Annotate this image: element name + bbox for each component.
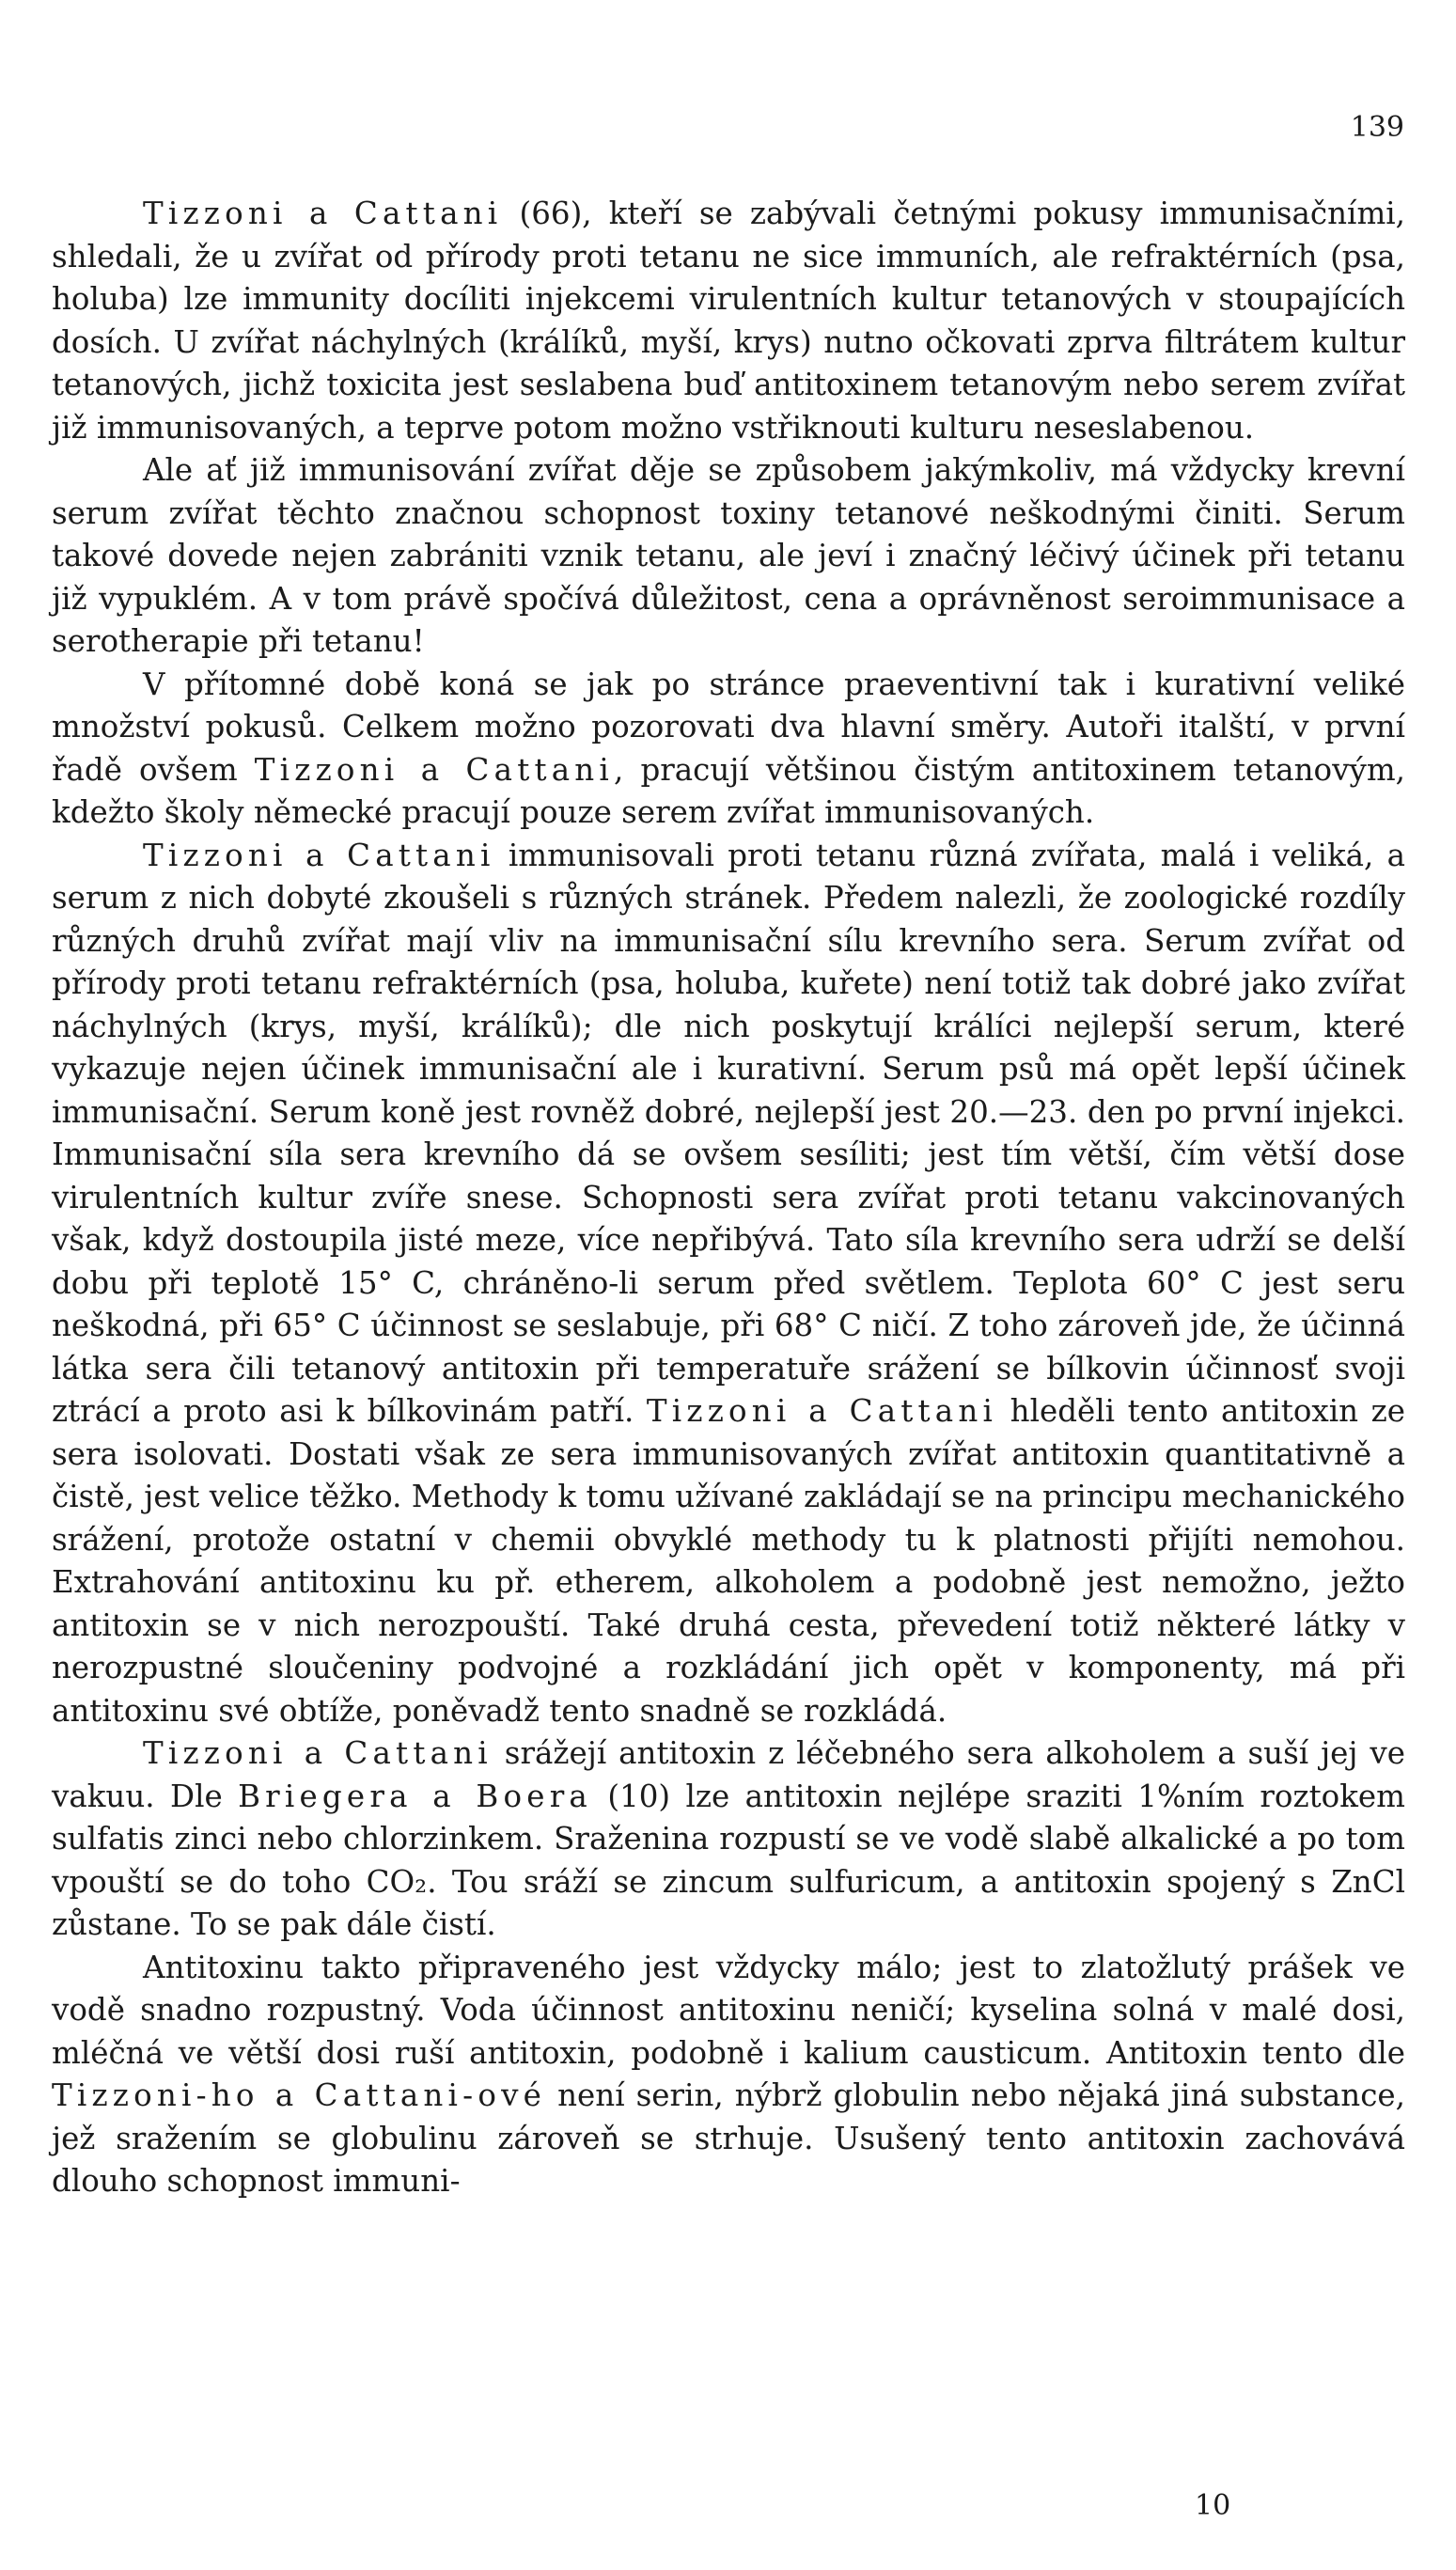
author-name: Briegera a Boera [238,1778,593,1814]
paragraph [52,193,1405,449]
author-name: Tizzoni a Cattani [143,1735,493,1771]
paragraph [52,1947,1405,2203]
text-run: srážejí antitoxin z léčebného sera alkoholem a suší jej ve vakuu. Dle [52,1735,1405,1814]
author-name: Tizzoni-ho a Cattani-ové [52,2077,547,2113]
text-run: není serin, nýbrž globulin nebo nějaká jiná substance, jež sražením se globulinu zároveň se strhuje. Usušený tento antitoxin zachovává dlouho schopnost immuni- [52,2077,1405,2199]
text-run: Antitoxinu takto připraveného jest vždycky málo; jest to zlatožlutý prášek ve vodě snadno rozpustný. Voda účinnost antitoxinu neničí; kyselina solná v malé dosi, mléčná ve větší dosi ruší antitoxin, podobně i kalium causticum. Antitoxin tento dle [52,1949,1405,2071]
author-name: Tizzoni a Cattani [646,1393,998,1429]
paragraph [52,664,1405,835]
body-text [52,193,1405,2203]
author-name: Tizzoni a Cattani [254,751,615,788]
text-run: , pracují většinou čistým antitoxinem tetanovým, kdežto školy německé pracují pouze serem zvířat immunisovaných. [52,751,1405,830]
text-run: hleděli tento antitoxin ze sera isolovati. Dostati však ze sera immunisovaných zvířat antitoxin quantitativně a čistě, jest velice těžko. Methody k tomu užívané zakládají se na principu mechanického srážení, protože ostatní v chemii obvyklé methody tu k platnosti přijíti nemohou. Extrahování antitoxinu ku př. etherem, alkoholem a podobně jest nemožno, ježto antitoxin se v nich nerozpouští. Také druhá cesta, převedení totiž některé látky v nerozpustné sloučeniny podvojné a rozkládání jich opět v komponenty, má při antitoxinu své obtíže, poněvadž tento snadně se rozkládá. [52,1393,1405,1729]
paragraph [52,1732,1405,1947]
author-name: Tizzoni a Cattani [143,196,503,231]
text-run: (10) lze antitoxin nejlépe sraziti 1%ním roztokem sulfatis zinci nebo chlorzinkem. Sraženina rozpustí se ve vodě slabě alkalické a po tom vpouští se do toho CO₂. Tou sráží se zincum sulfuricum, a antitoxin spojený s ZnCl zůstane. To se pak dále čistí. [52,1778,1405,1942]
signature-mark: 10 [1195,2489,1231,2522]
page-number: 139 [1350,111,1404,144]
text-run: immunisovali proti tetanu různá zvířata, malá i veliká, a serum z nich dobyté zkoušeli s různých stránek. Předem nalezli, že zoologické rozdíly různých druhů zvířat mají vliv na immunisační sílu krevního sera. Serum zvířat od přírody proti tetanu refraktérních (psa, holuba, kuřete) není totiž tak dobré jako zvířat náchylných (krys, myší, králíků); dle nich poskytují králíci nejlepší serum, které vykazuje nejen účinek immunisační ale i kurativní. Serum psů má opět lepší účinek immunisační. Serum koně jest rovněž dobré, nejlepší jest 20.—23. den po první injekci. Immunisační síla sera krevního dá se ovšem sesíliti; jest tím větší, čím větší dose virulentních kultur zvíře snese. Schopnosti sera zvířat proti tetanu vakcinovaných však, když dostoupila jisté meze, více nepřibývá. Tato síla krevního sera udrží se delší dobu při teplotě 15° C, chráněno-li serum před světlem. Teplota 60° C jest seru neškodná, při 65° C účinnost se seslabuje, při 68° C ničí. Z toho zároveň jde, že účinná látka sera čili tetanový antitoxin při temperatuře srážení se bílkovin účinnosť svoji ztrácí a proto asi k bílkovinám patří. [52,837,1405,1429]
author-name: Tizzoni a Cattani [143,837,495,873]
text-run: V přítomné době koná se jak po stránce praeventivní tak i kurativní veliké množství pokusů. Celkem možno pozorovati dva hlavní směry. Autoři italští, v první řadě ovšem [52,666,1405,788]
paragraph [52,449,1405,664]
paragraph [52,835,1405,1733]
text-run: (66), kteří se zabývali četnými pokusy immunisačními, shledali, že u zvířat od přírody proti tetanu ne sice immuních, ale refraktérních (psa, holuba) lze immunity docíliti injekcemi virulentních kultur tetanových v stoupajících dosích. U zvířat náchylných (králíků, myší, krys) nutno očkovati zprva filtrátem kultur tetanových, jichž toxicita jest seslabena buď antitoxinem tetanovým nebo serem zvířat již immunisovaných, a teprve potom možno vstřiknouti kulturu neseslabenou. [52,196,1405,446]
text-run: Ale ať již immunisování zvířat děje se způsobem jakýmkoliv, má vždycky krevní serum zvířat těchto značnou schopnost toxiny tetanové neškodnými činiti. Serum takové dovede nejen zabrániti vznik tetanu, ale jeví i značný léčivý účinek při tetanu již vypuklém. A v tom právě spočívá důležitost, cena a oprávněnost seroimmunisace a serotherapie při tetanu! [52,452,1405,659]
